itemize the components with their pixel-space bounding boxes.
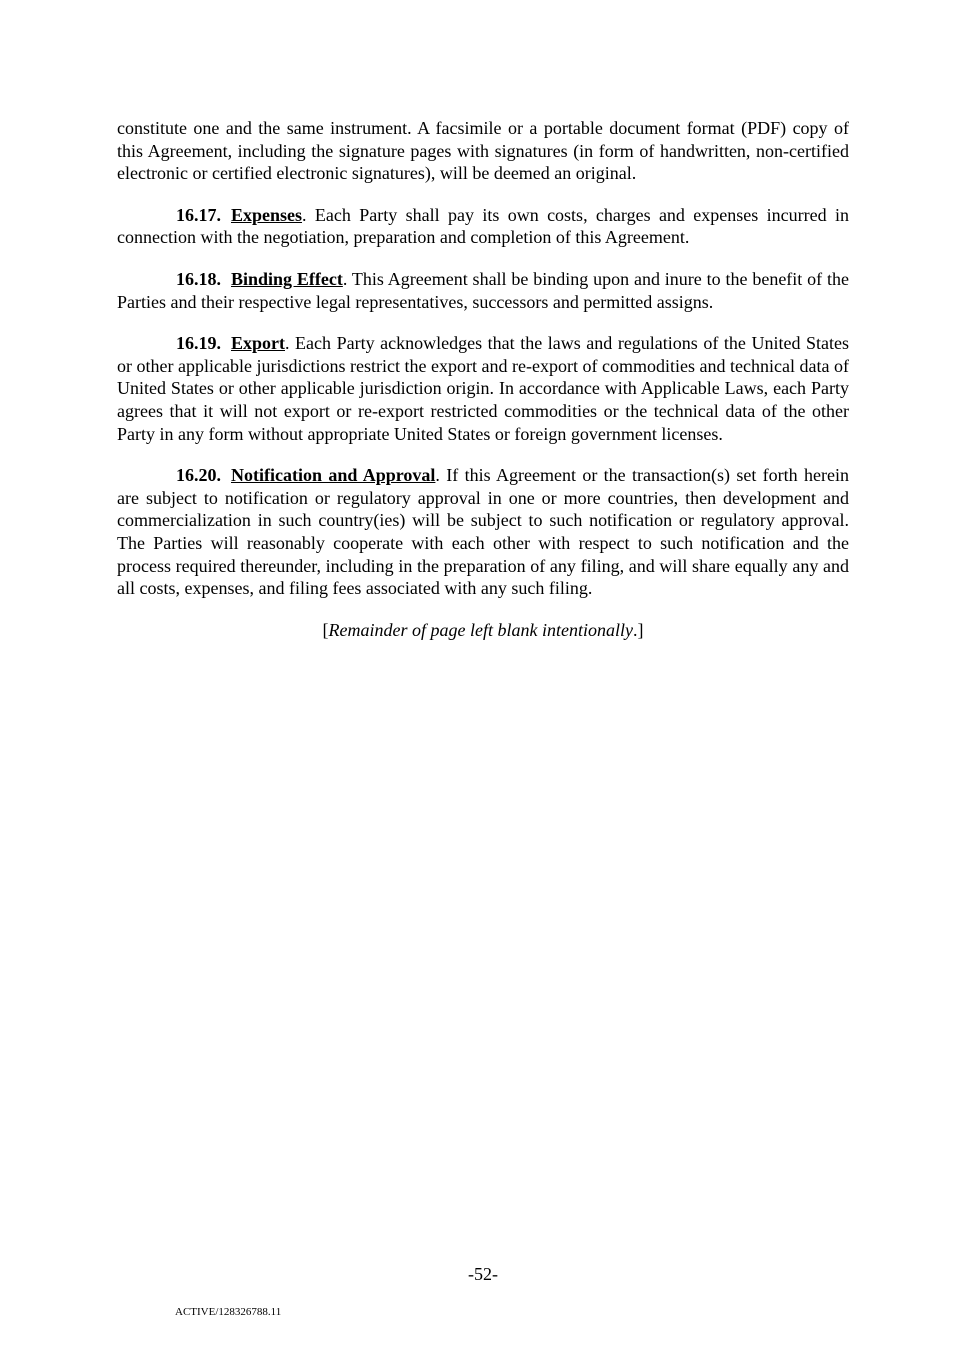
section-16-18: [117, 268, 849, 313]
section-heading: Expenses: [231, 204, 303, 225]
remainder-note: [117, 619, 849, 642]
remainder-close-bracket: .]: [632, 619, 644, 640]
section-number: 16.18.: [176, 268, 221, 289]
section-heading: Notification and Approval: [231, 465, 436, 486]
section-text: . This Agreement shall be binding upon and inure to the benefit of the Parties and their respective legal representatives, successors and permitted assigns.: [117, 268, 849, 312]
continued-paragraph: constitute one and the same instrument. A facsimile or a portable document format (PDF) copy of this Agreement, including the signature pages with signatures (in form of handwritten, non-certified electronic or certified electronic signatures), will be deemed an original.: [117, 118, 849, 184]
document-body: [117, 117, 849, 641]
remainder-text: Remainder of page left blank intentionally: [328, 619, 633, 640]
section-number: 16.17.: [176, 204, 221, 225]
section-number: 16.20.: [176, 465, 221, 486]
section-heading: Binding Effect: [231, 268, 343, 289]
section-heading: Export: [231, 333, 285, 354]
document-id: ACTIVE/128326788.11: [175, 1306, 282, 1318]
section-text: . Each Party shall pay its own costs, charges and expenses incurred in connection with the negotiation, preparation and completion of this Agreement.: [117, 204, 849, 248]
page-number: -52-: [468, 1264, 498, 1284]
section-16-17: [117, 204, 849, 249]
section-16-20: [117, 464, 849, 600]
section-number: 16.19.: [176, 333, 221, 354]
section-text: . If this Agreement or the transaction(s) set forth herein are subject to notification or regulatory approval in one or more countries, then development and commercialization in such country(ies) will be subject to such notification or regulatory approval. The Parties will reasonably cooperate with each other with respect to such notification and the process required thereunder, including in the preparation of any filing, and will share equally any and all costs, expenses, and filing fees associated with any such filing.: [117, 465, 850, 599]
section-16-19: [117, 332, 849, 445]
remainder-open-bracket: [: [322, 619, 329, 640]
section-text: . Each Party acknowledges that the laws and regulations of the United States or other applicable jurisdictions restrict the export and re-export of commodities and technical data of United States or other applicable jurisdiction origin. In accordance with Applicable Laws, each Party agrees that it will not export or re-export restricted commodities or the technical data of the other Party in any form without appropriate United States or foreign government licenses.: [117, 333, 849, 444]
